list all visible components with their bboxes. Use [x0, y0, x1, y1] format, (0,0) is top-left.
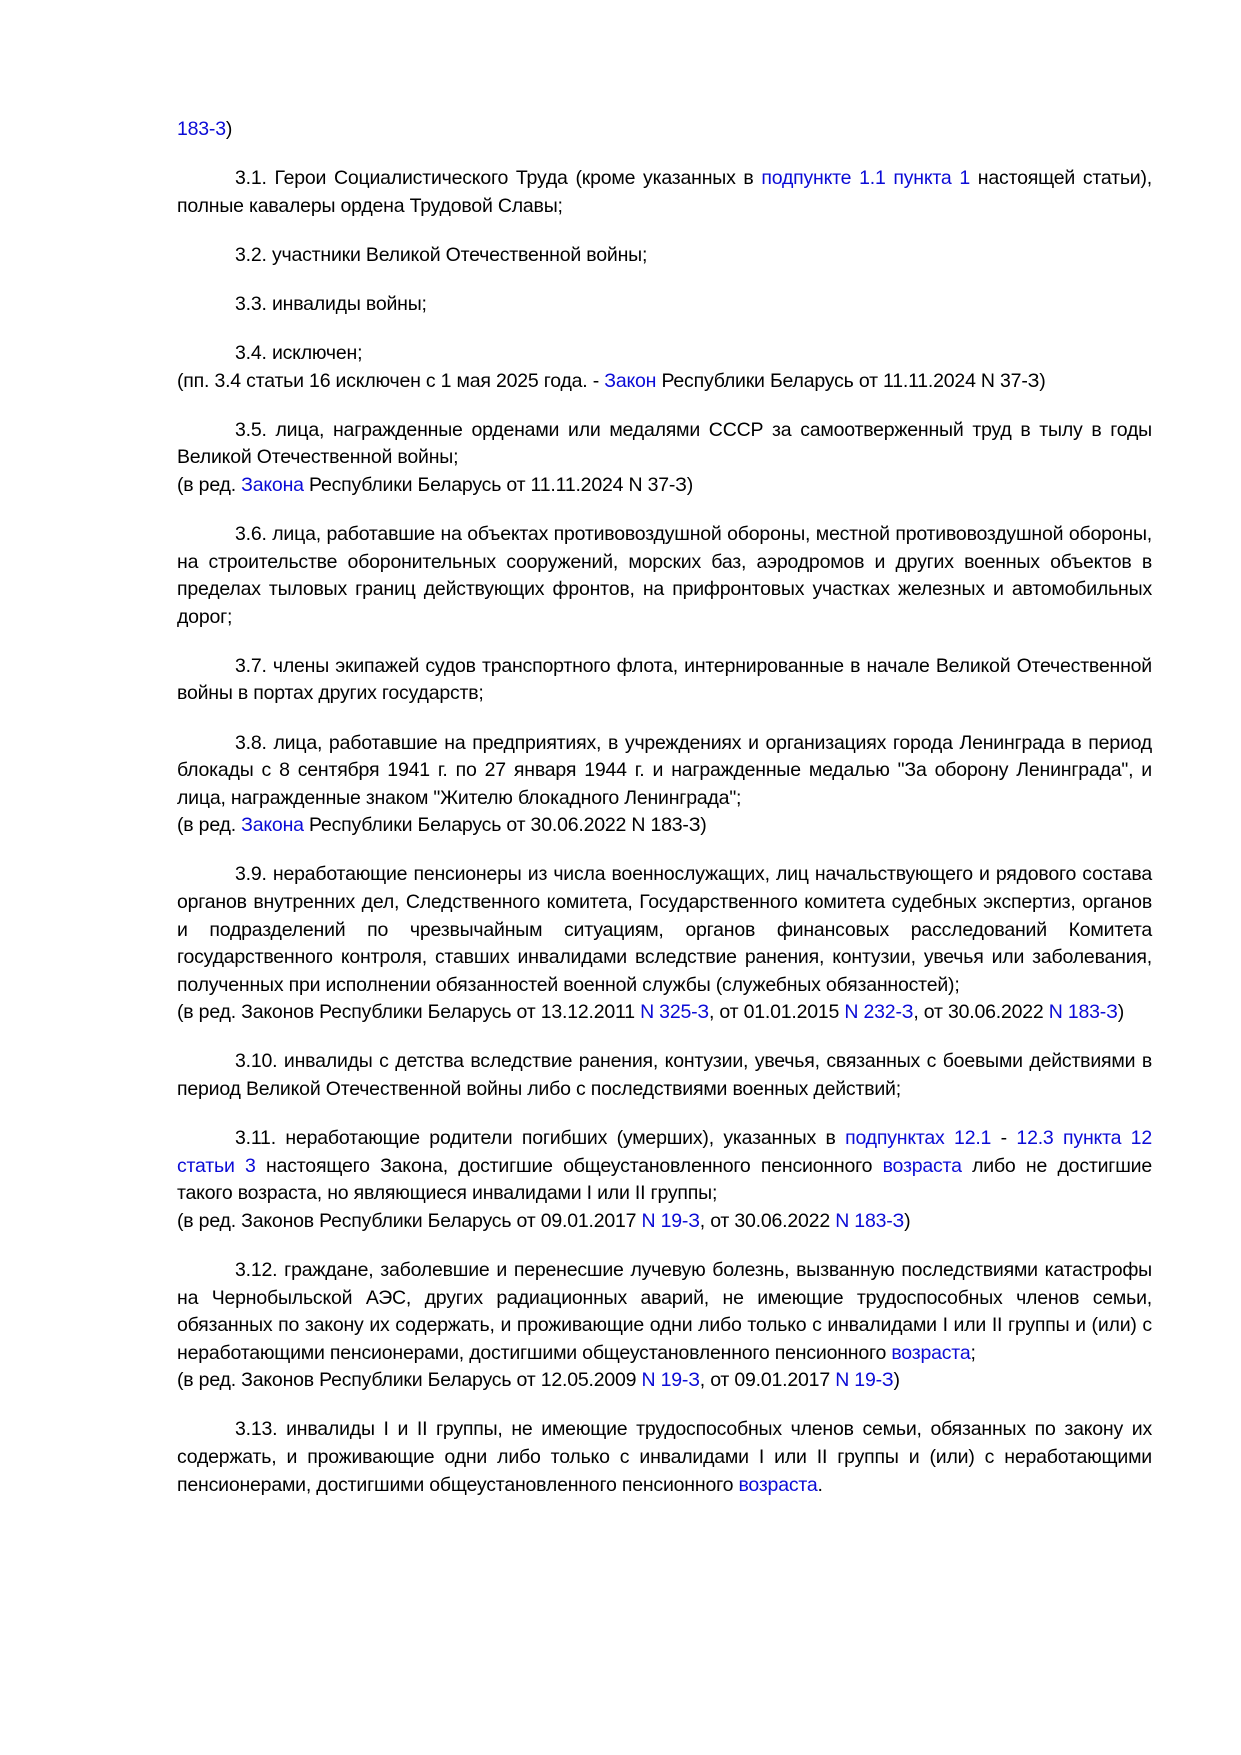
law-link[interactable]: N 19-З: [835, 1369, 894, 1392]
note-text: (в ред.: [177, 473, 242, 496]
subitem-3-8: [177, 730, 1152, 840]
text-span: .: [817, 1473, 823, 1496]
subitem-text: 3.8. лица, работавшие на предприятиях, в учреждениях и организациях города Ленинграда в период блокады с 8 сентября 1941 г. по 27 января 1944 г. и награжденные медалью "За оборону Ленинграда", и лица, награжденные знаком "Жителю блокадного Ленинграда";: [177, 731, 1152, 809]
subitem-text: 3.9. неработающие пенсионеры из числа военнослужащих, лиц начальствующего и рядового состава органов внутренних дел, Следственного комитета, Государственного комитета судебных экспертиз, органов и подразделений по чрезвычайным ситуациям, органов финансовых расследований Комитета государственного контроля, ставших инвалидами вследствие ранения, контузии, увечья или заболевания, полученных при исполнении обязанностей военной службы (служебных обязанностей);: [177, 863, 1152, 996]
note-text: Республики Беларусь от 30.06.2022 N 183-З): [303, 814, 707, 837]
note-text: Республики Беларусь от 11.11.2024 N 37-З): [656, 369, 1046, 392]
cross-ref-link[interactable]: подпунктах 12.1: [845, 1127, 992, 1150]
amendment-note: [177, 472, 1152, 500]
text-span: настоящего Закона, достигшие общеустановленного пенсионного: [255, 1154, 883, 1177]
note-text: (в ред.: [177, 814, 242, 837]
text-span: 3.12. граждане, заболевшие и перенесшие лучевую болезнь, вызванную последствиями катастрофы на Чернобыльской АЭС, других радиационных аварий, не имеющие трудоспособных членов семьи, обязанных по закону их содержать, и проживающие одни либо только с инвалидами I или II группы и (или) с неработающими пенсионерами, достигшими общеустановленного пенсионного: [177, 1259, 1152, 1364]
note-text: ): [893, 1369, 900, 1392]
law-link[interactable]: N 183-З: [1048, 1001, 1118, 1024]
subitem-3-12: [177, 1257, 1152, 1395]
amendment-note: [177, 1367, 1152, 1395]
subitem-text: настоящей статьи), полные кавалеры ордена Трудовой Славы;: [177, 167, 1152, 217]
law-link[interactable]: N 232-З: [844, 1001, 914, 1024]
subitem-3-1: [177, 165, 1152, 220]
text-span: -: [991, 1127, 1017, 1150]
note-text: (в ред. Законов Республики Беларусь от 09.01.2017: [177, 1209, 642, 1232]
subitem-text: 3.4. исключен;: [235, 341, 363, 364]
subitem-text: [177, 1125, 1152, 1208]
subitem-3-11: [177, 1125, 1152, 1235]
law-link[interactable]: N 19-З: [641, 1209, 700, 1232]
text-span: ;: [970, 1341, 976, 1364]
definition-link[interactable]: возраста: [882, 1154, 962, 1177]
definition-link[interactable]: возраста: [738, 1473, 818, 1496]
law-link[interactable]: N 325-З: [640, 1001, 709, 1024]
law-link[interactable]: 183-3: [177, 118, 226, 140]
definition-link[interactable]: возраста: [891, 1341, 971, 1364]
top-fragment: [177, 116, 1152, 144]
law-link[interactable]: N 19-З: [641, 1369, 700, 1392]
law-link[interactable]: N 183-З: [835, 1209, 905, 1232]
note-text: Республики Беларусь от 11.11.2024 N 37-З): [303, 473, 694, 496]
subitem-3-13: [177, 1416, 1152, 1499]
note-text: , от 01.01.2015: [709, 1001, 845, 1024]
subitem-3-5: [177, 417, 1152, 500]
subitem-3-4: [177, 340, 1152, 395]
note-text: (пп. 3.4 статьи 16 исключен с 1 мая 2025 года. -: [177, 369, 605, 392]
note-text: , от 30.06.2022: [699, 1209, 836, 1232]
subitem-3-7: 3.7. члены экипажей судов транспортного флота, интернированные в начале Великой Отечественной войны в портах других государств;: [177, 654, 1152, 705]
subitem-3-6: 3.6. лица, работавшие на объектах противовоздушной обороны, местной противовоздушной обороны, на строительстве оборонительных сооружений, морских баз, аэродромов и других военных объектов в пределах тыловых границ действующих фронтов, на прифронтовых участках железных и автомобильных дорог;: [177, 522, 1152, 628]
amendment-note: [177, 812, 1152, 840]
amendment-note: [177, 1208, 1152, 1236]
subitem-3-10: 3.10. инвалиды с детства вследствие ранения, контузии, увечья, связанных с боевыми действиями в период Великой Отечественной войны либо с последствиями военных действий;: [177, 1050, 1152, 1101]
law-link[interactable]: Закон: [604, 369, 657, 392]
note-text: (в ред. Законов Республики Беларусь от 13.12.2011: [177, 1001, 641, 1024]
note-text: , от 09.01.2017: [699, 1369, 836, 1392]
subitem-3-3: 3.3. инвалиды войны;: [235, 292, 427, 315]
fragment-tail: ): [225, 118, 233, 140]
note-text: (в ред. Законов Республики Беларусь от 12.05.2009: [177, 1369, 642, 1392]
document-page: [177, 116, 1152, 1521]
note-text: , от 30.06.2022: [913, 1001, 1049, 1024]
note-text: ): [904, 1209, 911, 1232]
text-span: 3.11. неработающие родители погибших (умерших), указанных в: [235, 1127, 846, 1150]
law-link[interactable]: Закона: [241, 473, 304, 496]
amendment-note: [177, 999, 1152, 1027]
subitem-3-2: 3.2. участники Великой Отечественной войны;: [235, 243, 648, 266]
amendment-note: [177, 368, 1152, 396]
subitem-text: 3.5. лица, награжденные орденами или медалями СССР за самоотверженный труд в тылу в годы Великой Отечественной войны;: [177, 418, 1152, 469]
text-span: либо не достигшие такого возраста, но являющиеся инвалидами I или II группы;: [177, 1154, 1152, 1205]
subitem-text: [177, 1257, 1152, 1367]
text-span: 3.13. инвалиды I и II группы, не имеющие трудоспособных членов семьи, обязанных по закону их содержать, и проживающие одни либо только с инвалидами I или II группы и (или) с неработающими пенсионерами, достигшими общеустановленного пенсионного: [177, 1418, 1152, 1496]
subitem-text: 3.1. Герои Социалистического Труда (кроме указанных в: [235, 167, 762, 190]
note-text: ): [1117, 1001, 1124, 1024]
cross-ref-link[interactable]: 12.3 пункта 12 статьи 3: [177, 1127, 1152, 1177]
subitem-3-9: [177, 861, 1152, 1027]
law-link[interactable]: Закона: [241, 814, 304, 837]
cross-ref-link[interactable]: подпункте 1.1 пункта 1: [761, 167, 971, 190]
